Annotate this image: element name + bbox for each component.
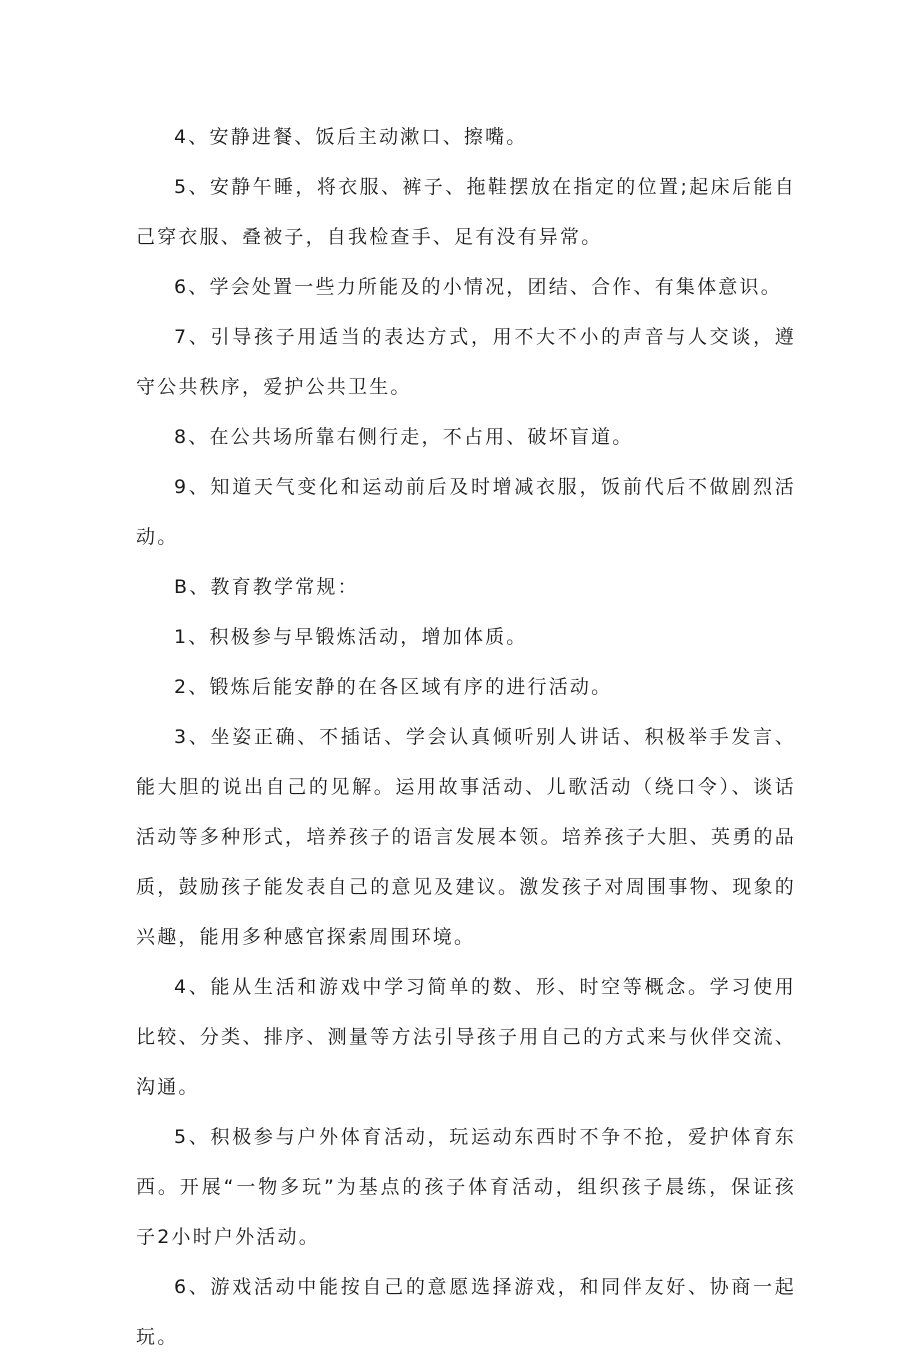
- paragraph-rule-6-cooperation: 6、学会处置一些力所能及的小情况，团结、合作、有集体意识。: [174, 276, 782, 298]
- paragraph-edu-5-sports: 5、积极参与户外体育活动，玩运动东西时不争不抢，爱护体育东西。开展“一物多玩”为基点的孩子体育活动，组织孩子晨练，保证孩子2小时户外活动。: [136, 1126, 796, 1248]
- paragraph-rule-8-public-places: 8、在公共场所靠右侧行走，不占用、破坏盲道。: [174, 426, 634, 448]
- paragraph-edu-6-games: 6、游戏活动中能按自己的意愿选择游戏，和同伴友好、协商一起玩。: [136, 1276, 796, 1348]
- paragraph-rule-9-weather: 9、知道天气变化和运动前后及时增减衣服，饭前代后不做剧烈活动。: [136, 476, 796, 548]
- paragraph-edu-3-language: 3、坐姿正确、不插话、学会认真倾听别人讲话、积极举手发言、能大胆的说出自己的见解。运用故事活动、儿歌活动（绕口令）、谈话活动等多种形式，培养孩子的语言发展本领。培养孩子大胆、英勇的品质，鼓励孩子能发表自己的意见及建议。激发孩子对周围事物、现象的兴趣，能用多种感官探索周围环境。: [136, 726, 796, 948]
- paragraph-edu-4-math: 4、能从生活和游戏中学习简单的数、形、时空等概念。学习使用比较、分类、排序、测量等方法引导孩子用自己的方式来与伙伴交流、沟通。: [136, 976, 796, 1098]
- document-body: [136, 112, 796, 1362]
- paragraph-rule-4-dining: 4、安静进餐、饭后主动漱口、擦嘴。: [174, 126, 528, 148]
- section-heading-education: B、教育教学常规：: [174, 576, 359, 598]
- paragraph-rule-5-nap: 5、安静午睡，将衣服、裤子、拖鞋摆放在指定的位置;起床后能自己穿衣服、叠被子，自我检查手、足有没有异常。: [136, 176, 796, 248]
- paragraph-rule-7-expression: 7、引导孩子用适当的表达方式，用不大不小的声音与人交谈，遵守公共秩序，爱护公共卫生。: [136, 326, 796, 398]
- paragraph-edu-2-activities: 2、锻炼后能安静的在各区域有序的进行活动。: [174, 676, 613, 698]
- paragraph-edu-1-exercise: 1、积极参与早锻炼活动，增加体质。: [174, 626, 528, 648]
